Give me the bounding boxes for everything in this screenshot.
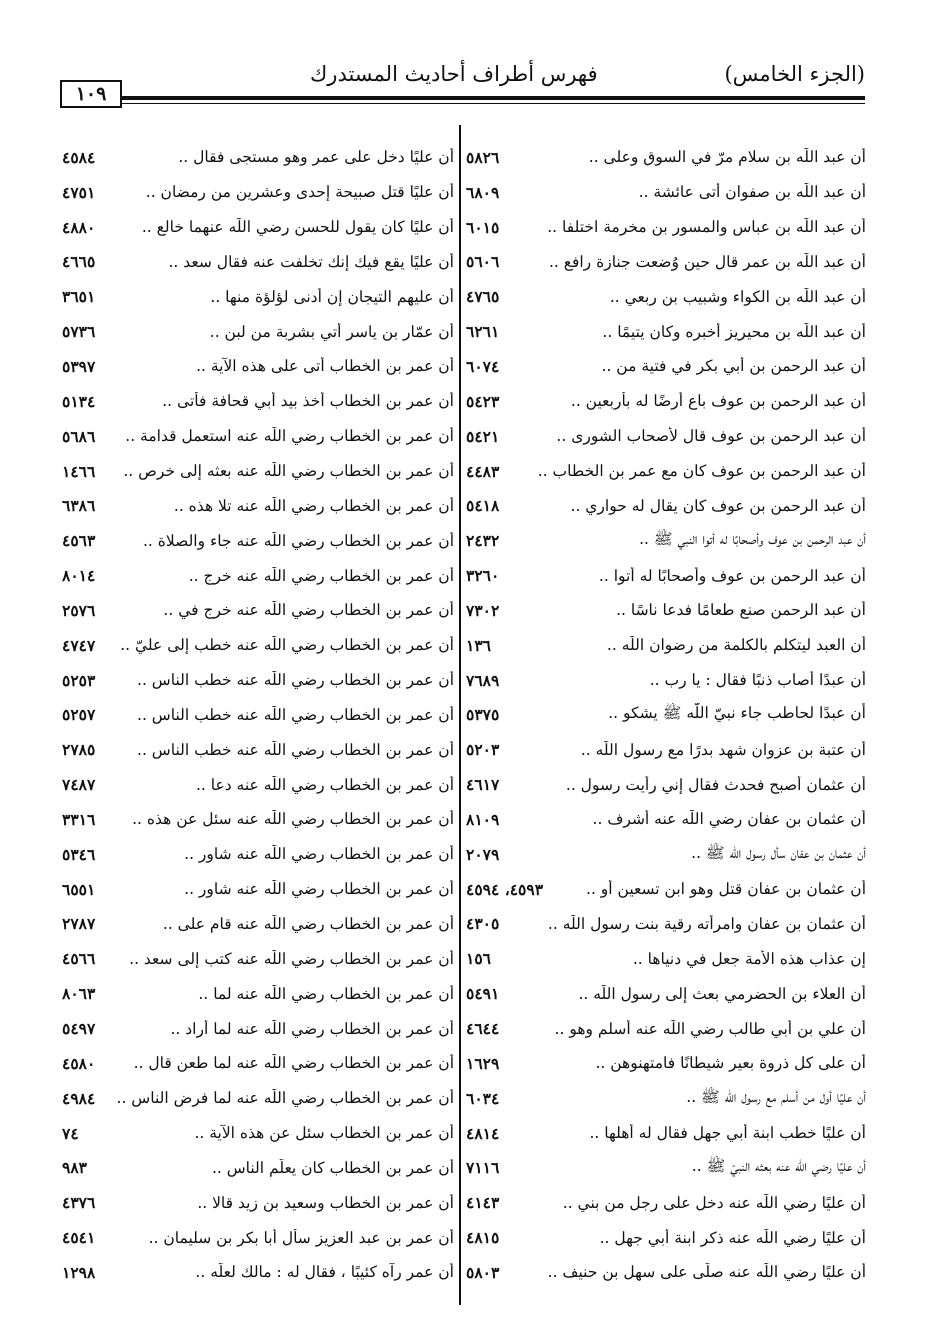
entry-text: أن عمر بن الخطاب أتى على هذه الآية .. [196, 357, 454, 376]
entry-reference-number: ٧٣٠٢ [466, 600, 500, 620]
entry-reference-number: ٦٠٧٤ [466, 356, 500, 376]
index-entry [62, 140, 454, 175]
entry-text: أن عمّار بن ياسر أتي بشربة من لبن .. [209, 322, 454, 341]
entry-reference-number: ٢٧٨٥ [62, 740, 96, 760]
entry-reference-number: ١٢٩٨ [62, 1262, 96, 1282]
volume-label: (الجزء الخامس) [724, 62, 865, 86]
entry-text: أن عمر رآه كئيبًا ، فقال له : مالك لعلّه .. [195, 1263, 454, 1282]
index-entry [62, 1255, 454, 1290]
entry-reference-number: ٤٥٤١ [62, 1228, 96, 1248]
entry-reference-number: ٤١٤٣ [466, 1193, 500, 1213]
index-entry [466, 349, 866, 384]
entry-reference-number: ٧٤٨٧ [62, 775, 96, 795]
entry-text: أن عمر بن الخطاب رضي اللّٰه عنه لما أراد .. [170, 1019, 454, 1038]
entry-reference-number: ٥٧٣٦ [62, 322, 96, 342]
entry-text: أن عمر بن الخطاب رضي اللّٰه عنه شاور .. [184, 880, 454, 899]
entry-text: أن عليًا أول من أسلم مع رسول اللّٰه ﷺ .. [686, 1087, 866, 1106]
entry-reference-number: ٤٧٥١ [62, 182, 96, 202]
entry-reference-number: ٥٤٢١ [466, 426, 500, 446]
entry-reference-number: ٤٥٨٠ [62, 1053, 96, 1073]
index-entry [62, 941, 454, 976]
entry-text: أن عبد اللّٰه بن سلام مرّ في السوق وعلى .. [588, 148, 866, 167]
entry-reference-number: ٩٨٣ [62, 1158, 87, 1178]
header-rule-thin [122, 103, 865, 104]
index-entry [62, 732, 454, 767]
entry-reference-number: ٤٦٦٥ [62, 252, 96, 272]
index-entry [62, 628, 454, 663]
entry-reference-number: ٦٢٦١ [466, 322, 500, 342]
entry-reference-number: ٨٠١٤ [62, 566, 96, 586]
entry-reference-number: ٦٠٣٤ [466, 1088, 500, 1108]
entry-text: أن عليًا رضي اللّٰه عنه دخل على رجل من بني .. [562, 1193, 866, 1212]
entry-text: أن عبد الرحمن بن عوف وأصحابًا له أتوا .. [598, 566, 866, 585]
index-entry [466, 976, 866, 1011]
index-entry [62, 1220, 454, 1255]
index-entry [466, 488, 866, 523]
index-entry [466, 558, 866, 593]
entry-text: أن عبد اللّٰه بن محيريز أخبره وكان يتيمًا .. [602, 322, 866, 341]
entry-reference-number: ٤٣٠٥ [466, 914, 500, 934]
left-column [62, 140, 454, 1290]
entry-reference-number: ٤٦٤٤ [466, 1019, 500, 1039]
index-entry [62, 837, 454, 872]
entry-text: أن عمر بن الخطاب رضي اللّٰه عنه لما طعن قال .. [133, 1054, 454, 1073]
index-entry [62, 210, 454, 245]
entry-reference-number: ٥٢٠٣ [466, 740, 500, 760]
index-entry [466, 767, 866, 802]
entry-reference-number: ٥٢٥٧ [62, 705, 96, 725]
entry-reference-number: ٣٢٦٠ [466, 566, 500, 586]
entry-text: أن عبدًا أصاب ذنبًا فقال : يا رب .. [649, 671, 866, 690]
index-entry [62, 419, 454, 454]
index-entry [62, 593, 454, 628]
entry-reference-number: ٥٦٨٦ [62, 426, 96, 446]
entry-reference-number: ٦٥٥١ [62, 879, 96, 899]
index-entry [62, 175, 454, 210]
index-entry [62, 454, 454, 489]
entry-text: أن عمر بن الخطاب رضي اللّٰه عنه خطب إلى عليّ .. [120, 636, 454, 655]
index-entry [62, 1046, 454, 1081]
index-entry [62, 245, 454, 280]
entry-reference-number: ٨١٠٩ [466, 809, 500, 829]
index-entry [466, 523, 866, 558]
index-title: فهرس أطراف أحاديث المستدرك [310, 62, 598, 86]
index-entry [62, 976, 454, 1011]
entry-reference-number: ٤٤٨٣ [466, 461, 500, 481]
index-entry [62, 279, 454, 314]
entry-text: أن عثمان بن عفان رضي اللّٰه عنه أشرف .. [592, 810, 866, 829]
entry-text: أن عثمان بن عفان سأل رسول اللّٰه ﷺ .. [691, 843, 866, 862]
entry-reference-number: ٦٨٠٩ [466, 182, 500, 202]
entry-reference-number: ٤٩٨٤ [62, 1088, 96, 1108]
entry-text: أن عبد الرحمن بن عوف قال لأصحاب الشورى .. [556, 427, 866, 446]
index-entry [466, 279, 866, 314]
entry-text: إن عذاب هذه الأمة جعل في دنياها .. [632, 949, 866, 968]
index-entry [466, 1185, 866, 1220]
entry-reference-number: ٥٤٩٧ [62, 1019, 96, 1039]
entry-reference-number: ٥٤٩١ [466, 984, 500, 1004]
entry-reference-number: ٢٤٣٢ [466, 531, 500, 551]
index-entry [62, 872, 454, 907]
index-entry [466, 245, 866, 280]
index-entry [62, 1081, 454, 1116]
index-entry [466, 663, 866, 698]
index-entry [62, 767, 454, 802]
index-entry [466, 419, 866, 454]
entry-text: أن عمر بن الخطاب رضي اللّٰه عنه شاور .. [184, 845, 454, 864]
entry-reference-number: ٢٥٧٦ [62, 600, 96, 620]
entry-reference-number: ٦٣٨٦ [62, 496, 96, 516]
entry-reference-number: ٤٥٦٦ [62, 949, 96, 969]
entry-reference-number: ٢٠٧٩ [466, 844, 500, 864]
entry-text: أن عمر بن الخطاب رضي اللّٰه عنه كتب إلى سعد .. [129, 949, 454, 968]
index-entry [466, 175, 866, 210]
entry-reference-number: ٤٦١٧ [466, 775, 500, 795]
entry-reference-number: ٤٥٨٤ [62, 147, 96, 167]
index-entry [62, 523, 454, 558]
index-entry [466, 628, 866, 663]
entry-reference-number: ٤٥٩٣، ٤٥٩٤ [466, 879, 544, 899]
entry-text: أن عمر بن الخطاب رضي اللّٰه عنه سئل عن هذه .. [132, 810, 454, 829]
index-entry [466, 1046, 866, 1081]
index-entry [62, 907, 454, 942]
entry-reference-number: ٢٧٨٧ [62, 914, 96, 934]
entry-text: أن عمر بن الخطاب رضي اللّٰه عنه دعا .. [195, 775, 454, 794]
index-entry [62, 802, 454, 837]
index-entry [62, 488, 454, 523]
entry-text: أن عمر بن الخطاب رضي اللّٰه عنه بعثه إلى خرص .. [123, 462, 454, 481]
entry-text: أن عمر بن الخطاب رضي اللّٰه عنه جاء والصلاة .. [142, 531, 454, 550]
index-entry [62, 1150, 454, 1185]
entry-reference-number: ٦٠١٥ [466, 217, 500, 237]
entry-text: أن عليًا رضي اللّٰه عنه ذكر ابنة أبي جهل .. [599, 1228, 866, 1247]
entry-text: أن عمر بن الخطاب رضي اللّٰه عنه قام على .. [162, 914, 454, 933]
entry-reference-number: ٤٨١٥ [466, 1228, 500, 1248]
index-entry [62, 1185, 454, 1220]
index-entry [466, 210, 866, 245]
entry-text: أن عمر بن عبد العزيز سأل أبا بكر بن سليمان .. [148, 1228, 454, 1247]
entry-reference-number: ٥٣٤٦ [62, 844, 96, 864]
index-entry [466, 907, 866, 942]
index-entry [466, 802, 866, 837]
index-entry [466, 872, 866, 907]
entry-text: أن عمر بن الخطاب رضي اللّٰه عنه تلا هذه .. [173, 496, 454, 515]
entry-text: أن عبد اللّٰه بن عباس والمسور بن مخرمة اختلفا .. [547, 218, 866, 237]
entry-text: أن العلاء بن الحضرمي بعث إلى رسول اللّٰه .. [578, 984, 866, 1003]
entry-reference-number: ٤٣٧٦ [62, 1193, 96, 1213]
page-header [60, 58, 865, 105]
entry-reference-number: ٥٦٠٦ [466, 252, 500, 272]
index-entry [466, 1220, 866, 1255]
entry-reference-number: ١٤٦٦ [62, 461, 96, 481]
entry-text: أن عمر بن الخطاب رضي اللّٰه عنه خرج في .. [163, 601, 454, 620]
entry-reference-number: ٤٨١٤ [466, 1123, 500, 1143]
index-entry [62, 663, 454, 698]
entry-text: أن عمر بن الخطاب سئل عن هذه الآية .. [194, 1124, 454, 1143]
entry-reference-number: ٤٧٤٧ [62, 635, 96, 655]
entry-reference-number: ٥٤١٨ [466, 496, 500, 516]
column-divider [459, 125, 461, 1305]
index-entry [466, 593, 866, 628]
index-entry [62, 558, 454, 593]
index-entry [62, 1116, 454, 1151]
index-entry [62, 1011, 454, 1046]
index-entry [62, 349, 454, 384]
entry-text: أن عبد الرحمن بن عوف باع أرضًا له بأربعين .. [570, 392, 866, 411]
index-entry [62, 384, 454, 419]
entry-text: أن عمر بن الخطاب وسعيد بن زيد قالا .. [197, 1193, 454, 1212]
index-entry [466, 1081, 866, 1116]
entry-text: أن على كل ذروة بعير شيطانًا فامتهنوهن .. [595, 1054, 866, 1073]
entry-text: أن عمر بن الخطاب رضي اللّٰه عنه لما .. [198, 984, 454, 1003]
entry-text: أن عثمان أصبح فحدث فقال إني رأيت رسول .. [565, 775, 866, 794]
index-entry [466, 384, 866, 419]
entry-text: أن عليًا خطب ابنة أبي جهل فقال له أهلها .. [589, 1124, 866, 1143]
index-entry [466, 941, 866, 976]
entry-reference-number: ٥٢٥٣ [62, 670, 96, 690]
entry-reference-number: ٥٨٢٦ [466, 147, 500, 167]
index-entry [466, 1255, 866, 1290]
entry-reference-number: ٥١٣٤ [62, 391, 96, 411]
entry-reference-number: ١٣٦ [466, 635, 491, 655]
entry-text: أن عليًا يقع فيك إنك تخلفت عنه فقال سعد .. [168, 252, 454, 271]
entry-reference-number: ١٦٢٩ [466, 1053, 500, 1073]
index-entry [466, 698, 866, 733]
entry-text: أن عمر بن الخطاب كان يعلّم الناس .. [211, 1158, 454, 1177]
index-entry [466, 314, 866, 349]
entry-text: أن العبد ليتكلم بالكلمة من رضوان اللّٰه .. [606, 636, 866, 655]
entry-text: أن عليًا رضي اللّٰه عنه بعثه النبيّ ﷺ .. [691, 1157, 866, 1176]
index-entry [466, 1011, 866, 1046]
entry-reference-number: ٧٤ [62, 1123, 79, 1143]
entry-reference-number: ٣٣١٦ [62, 809, 96, 829]
entry-text: أن عمر بن الخطاب رضي اللّٰه عنه خطب الناس .. [137, 671, 454, 690]
entry-reference-number: ٥٤٢٣ [466, 391, 500, 411]
entry-reference-number: ٥٣٧٥ [466, 705, 500, 725]
entry-text: أن عمر بن الخطاب رضي اللّٰه عنه استعمل قدامة .. [125, 427, 454, 446]
index-entry [466, 1116, 866, 1151]
index-entry [466, 454, 866, 489]
entry-text: أن عبد اللّٰه بن الكواء وشبيب بن ربعي .. [609, 287, 866, 306]
entry-text: أن عليهم التيجان إن أدنى لؤلؤة منها .. [210, 287, 454, 306]
entry-reference-number: ٨٠٦٣ [62, 984, 96, 1004]
index-entry [466, 837, 866, 872]
entry-text: أن عبدًا لحاطب جاء نبيّ اللّٰه ﷺ يشكو .. [608, 704, 866, 723]
entry-text: أن عثمان بن عفان وامرأته رقية بنت رسول اللّٰه .. [547, 914, 866, 933]
entry-text: أن عتبة بن عزوان شهد بدرًا مع رسول اللّٰه .. [580, 740, 866, 759]
entry-text: أن عبد الرحمن صنع طعامًا فدعا ناسًا .. [616, 601, 866, 620]
entry-text: أن عبد الرحمن بن أبي بكر في فتية من .. [601, 357, 866, 376]
entry-reference-number: ٤٥٦٣ [62, 531, 96, 551]
entry-text: أن عثمان بن عفان قتل وهو ابن تسعين أو .. [586, 880, 866, 899]
entry-reference-number: ٤٧٦٥ [466, 287, 500, 307]
entry-text: أن عمر بن الخطاب أخذ بيد أبي قحافة فأتى .. [162, 392, 454, 411]
index-entry [466, 732, 866, 767]
entry-reference-number: ٥٣٩٧ [62, 356, 96, 376]
entry-text: أن عليًا دخل على عمر وهو مستجى فقال .. [178, 148, 454, 167]
entry-reference-number: ١٥٦ [466, 949, 491, 969]
entry-reference-number: ٥٨٠٣ [466, 1262, 500, 1282]
index-entry [466, 1150, 866, 1185]
entry-reference-number: ٧١١٦ [466, 1158, 500, 1178]
entry-text: أن عبد اللّٰه بن عمر قال حين وُضعت جنازة رافع .. [548, 252, 866, 271]
entry-reference-number: ٣٦٥١ [62, 287, 96, 307]
right-column [466, 140, 866, 1290]
entry-text: أن عليًا كان يقول للحسن رضي اللّٰه عنهما خالع .. [141, 218, 454, 237]
entry-reference-number: ٧٦٨٩ [466, 670, 500, 690]
entry-reference-number: ٤٨٨٠ [62, 217, 96, 237]
index-entry [62, 314, 454, 349]
entry-text: أن عمر بن الخطاب رضي اللّٰه عنه خرج .. [188, 566, 454, 585]
entry-text: أن عبد اللّٰه بن صفوان أتى عائشة .. [638, 183, 866, 202]
entry-text: أن عمر بن الخطاب رضي اللّٰه عنه خطب الناس .. [137, 740, 454, 759]
header-rule-thick [122, 96, 865, 100]
page-number: ١٠٩ [60, 80, 122, 108]
entry-text: أن عمر بن الخطاب رضي اللّٰه عنه خطب الناس .. [137, 705, 454, 724]
entry-text: أن عمر بن الخطاب رضي اللّٰه عنه لما فرض الناس .. [116, 1089, 454, 1108]
entry-text: أن عبد الرحمن بن عوف كان مع عمر بن الخطاب .. [537, 462, 866, 481]
index-entry [466, 140, 866, 175]
entry-text: أن علي بن أبي طالب رضي اللّٰه عنه أسلم وهو .. [554, 1019, 866, 1038]
entry-text: أن عليًا قتل صبيحة إحدى وعشرين من رمضان .. [145, 183, 454, 202]
entry-text: أن عبد الرحمن بن عوف كان يقال له حواري .. [570, 496, 866, 515]
entry-text: أن عبد الرحمن بن عوف وأصحابًا له أتوا النبي ﷺ .. [639, 530, 866, 549]
index-entry [62, 698, 454, 733]
entry-text: أن عليًا رضي اللّٰه عنه صلّى على سهل بن حنيف .. [547, 1263, 866, 1282]
